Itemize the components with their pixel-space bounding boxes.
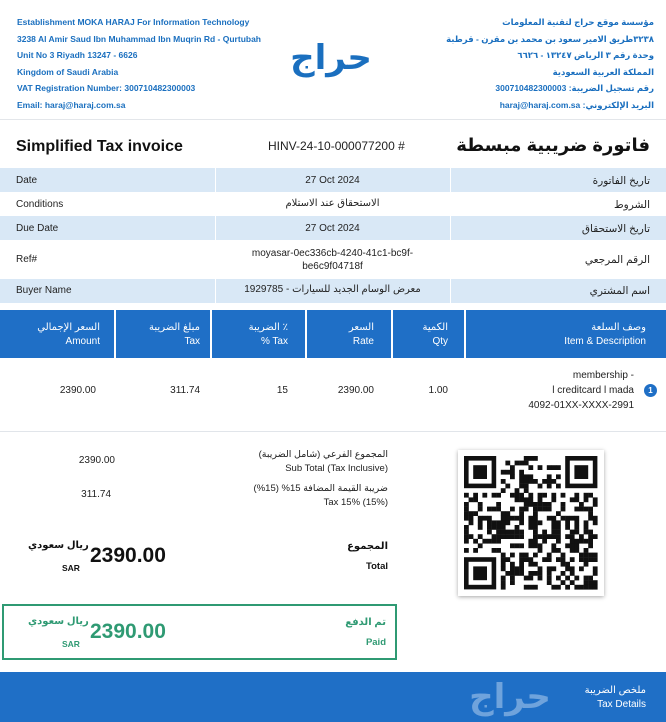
country-ar: المملكة العربية السعودية [552, 66, 654, 77]
items-table-header [0, 310, 666, 358]
table-bottom-divider [0, 431, 666, 432]
paid-currency-ar: ريال سعودي [28, 616, 89, 627]
row-index-badge: 1 [644, 384, 657, 397]
footer-logo-text: حراج [469, 677, 551, 717]
conditions-label-en: Conditions [16, 199, 64, 210]
company-name-en: Establishment MOKA HARAJ For Information Technology [17, 17, 250, 27]
vat-number-ar: رقم تسجيل الضريبة: 300710482300003 [495, 83, 654, 93]
ref-value-line-2: be6c9f04718f [302, 261, 363, 272]
total-value: 2390.00 [90, 544, 166, 567]
footer-bar [0, 672, 666, 722]
header-amount: السعر الإجمالي Amount [37, 322, 100, 347]
invoice-title-en: Simplified Tax invoice [16, 138, 183, 155]
paid-currency-en: SAR [62, 639, 80, 649]
logo-text: حراج [290, 38, 372, 78]
invoice-number: HINV-24-10-000077200 # [268, 139, 405, 153]
ref-value-line-1: moyasar-0ec336cb-4240-41c1-bc9f- [251, 248, 414, 259]
buyer-label-en: Buyer Name [16, 285, 72, 296]
tax-details-label-ar: ملخص الضريبة [584, 685, 646, 696]
header-description: وصف السلعة Item & Description [564, 322, 646, 347]
subtotal-value: 2390.00 [78, 455, 115, 466]
due-date-value: 27 Oct 2024 [305, 223, 360, 234]
row-desc-line-1: membership - [572, 370, 634, 381]
paid-label-ar: تم الدفع [345, 617, 386, 628]
vat-label-en: Tax 15% (15%) [323, 497, 388, 508]
tax-details-label-en: Tax Details [597, 699, 646, 710]
ref-label-ar: الرقم المرجعي [584, 254, 650, 266]
row-tax-pct: 15 [276, 385, 288, 396]
haraj-logo [266, 36, 396, 80]
tax-details-label [546, 684, 646, 712]
vat-value: 311.74 [81, 489, 111, 500]
header-tax: مبلغ الضريبة Tax [149, 322, 200, 347]
subtotal-label-en: Sub Total (Tax Inclusive) [285, 463, 388, 474]
header-divider [0, 119, 666, 120]
vat-label-ar: ضريبة القيمة المضافة 15% (15%) [253, 483, 388, 494]
paid-label-en: Paid [365, 637, 386, 648]
info-row-buyer [0, 279, 666, 303]
header-qty: الكمية Qty [422, 322, 448, 347]
row-qty: 1.00 [428, 385, 448, 396]
total-label-en: Total [366, 561, 388, 572]
due-date-label-ar: تاريخ الاستحقاق [581, 223, 650, 235]
header-rate: السعر Rate [348, 322, 374, 347]
street-en: 3238 Al Amir Saud Ibn Muhammad Ibn Muqrin Rd - Qurtubah [17, 33, 261, 44]
info-row-due-date [0, 216, 666, 240]
company-address-ar [446, 14, 654, 113]
row-tax: 311.74 [170, 385, 200, 396]
total-label-ar: المجموع [347, 541, 388, 552]
row-amount: 2390.00 [59, 385, 96, 396]
ref-label-en: Ref# [16, 254, 38, 265]
due-date-label-en: Due Date [16, 223, 59, 234]
qr-code [458, 450, 604, 596]
email-ar: البريد الإلكتروني: haraj@haraj.com.sa [499, 99, 654, 110]
subtotal-label-ar: المجموع الفرعي (شامل الضريبة) [258, 449, 388, 460]
date-label-en: Date [16, 175, 38, 186]
buyer-value: معرض الوسام الجديد للسيارات - 1929785 [244, 284, 421, 295]
date-value: 27 Oct 2024 [305, 175, 360, 186]
vat-label [230, 482, 388, 510]
paid-box [2, 604, 397, 660]
header-tax-pct: الضريبة ٪ % Tax [248, 322, 288, 347]
row-rate: 2390.00 [337, 385, 374, 396]
vat-number-en: VAT Registration Number: 300710482300003 [17, 83, 196, 93]
subtotal-label [230, 448, 388, 476]
unit-en: Unit No 3 Riyadh 13247 - 6626 [17, 50, 138, 60]
row-description [528, 368, 634, 413]
buyer-label-ar: اسم المشتري [589, 285, 650, 297]
row-desc-line-2: l creditcard l mada [552, 385, 634, 396]
company-address-en [17, 14, 261, 113]
ref-value [215, 247, 450, 273]
conditions-label-ar: الشروط [613, 199, 650, 211]
row-desc-line-3: 4092-01XX-XXXX-2991 [528, 400, 634, 411]
info-row-date [0, 168, 666, 192]
qr-code-graphic [458, 450, 604, 596]
unit-ar: وحدة رقم ٣ الرياض ١٣٢٤٧ - ٦٦٢٦ [517, 50, 654, 60]
info-row-ref [0, 242, 666, 278]
invoice-title-ar: فاتورة ضريبية مبسطة [456, 135, 650, 155]
date-label-ar: تاريخ الفاتورة [592, 175, 650, 187]
info-row-conditions [0, 192, 666, 216]
country-en: Kingdom of Saudi Arabia [17, 66, 119, 77]
total-currency-en: SAR [62, 563, 80, 573]
paid-value: 2390.00 [90, 620, 166, 643]
street-ar: ٣٢٣٨طريق الامير سعود بن محمد بن مقرن - قرطبة [446, 33, 654, 44]
company-name-ar: مؤسسة موقع حراج لتقنية المعلومات [502, 17, 654, 27]
conditions-value: الاستحقاق عند الاستلام [285, 198, 380, 209]
total-currency-ar: ريال سعودي [28, 540, 89, 551]
email-en: Email: haraj@haraj.com.sa [17, 99, 126, 110]
